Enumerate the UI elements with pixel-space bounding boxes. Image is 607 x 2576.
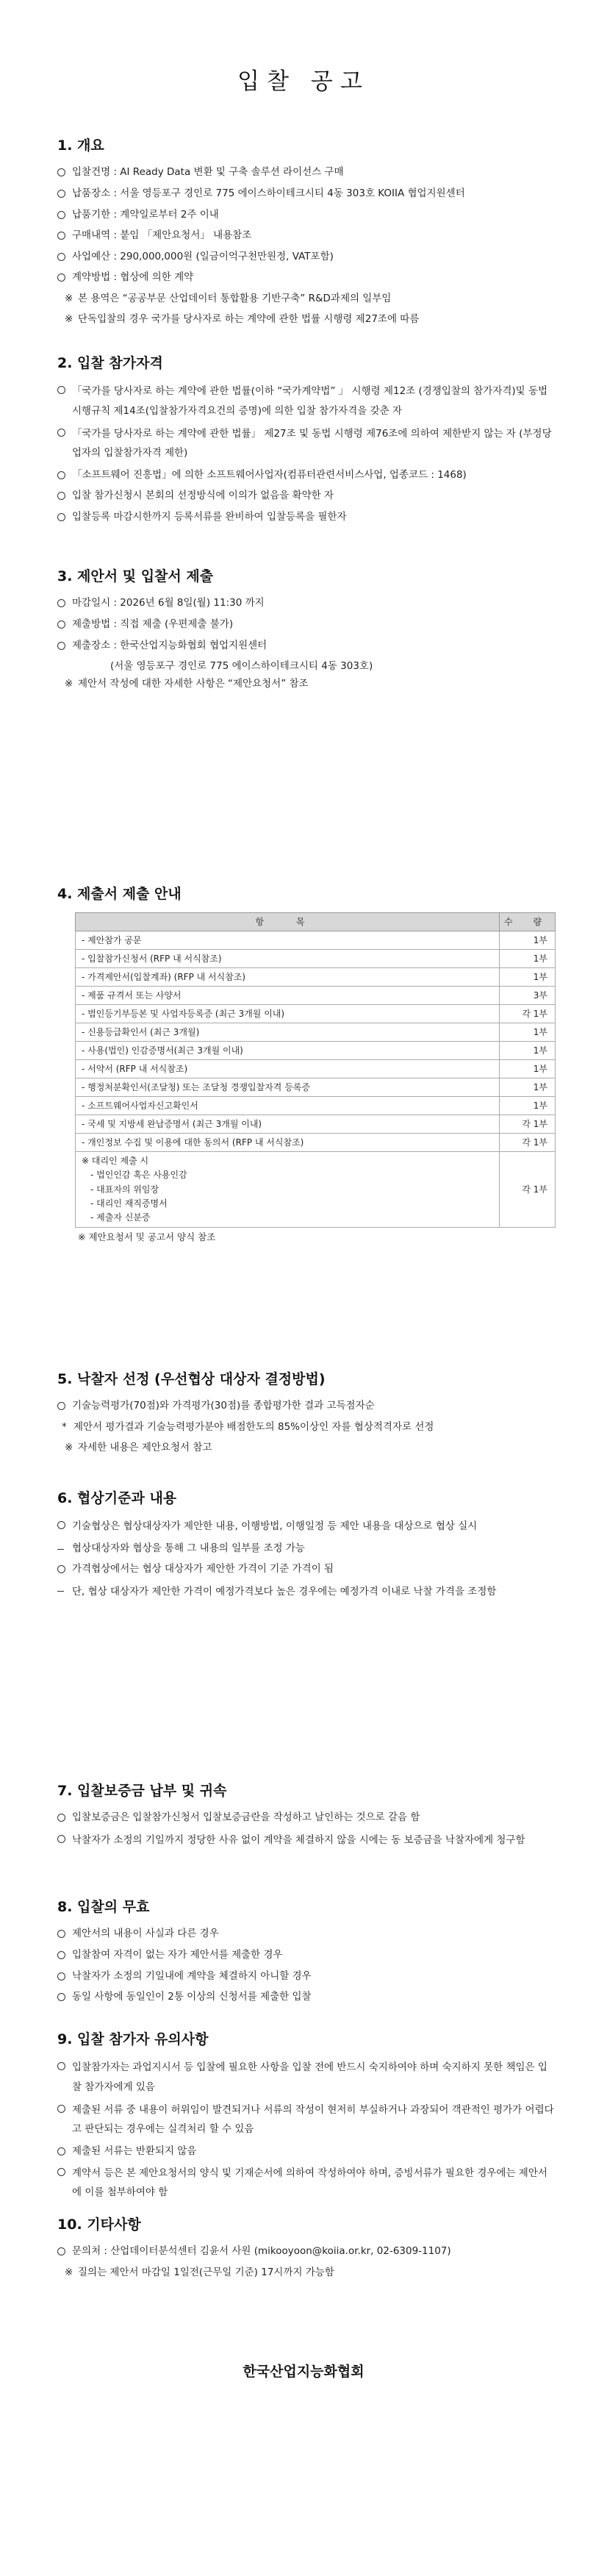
circle-bullet-icon [57, 429, 65, 437]
documents-table-body [76, 931, 556, 1152]
document-item-qty: 1부 [500, 1023, 556, 1042]
table-row [76, 931, 556, 950]
document-item-qty: 1부 [500, 1097, 556, 1115]
circle-bullet-icon [57, 1565, 65, 1573]
list-item: 구매내역 : 붙임 「제안요청서」 내용참조 [57, 227, 556, 245]
note: ※ 본 용역은 “공공부문 산업데이터 통합활용 기반구축” R&D과제의 일부임 [57, 290, 556, 308]
table-row [76, 1060, 556, 1078]
section-notice [57, 2028, 556, 2206]
column-header-qty: 수 량 [500, 913, 556, 931]
reference-mark-icon: ※ [65, 312, 73, 325]
proxy-cell [76, 1152, 500, 1228]
section-heading: 7. 입찰보증금 납부 및 귀속 [57, 1783, 227, 1799]
document-item-qty: 1부 [500, 950, 556, 968]
circle-bullet-icon [57, 2168, 65, 2176]
table-row [76, 1152, 556, 1228]
list-item: 제출장소 : 한국산업지능화협회 협업지원센터 [57, 637, 556, 655]
proxy-line: - 대표자의 위임장 [90, 1184, 159, 1195]
table-row [76, 1115, 556, 1134]
list-item: 기술능력평가(70점)와 가격평가(30점)를 종합평가한 결과 고득점자순 [57, 1398, 556, 1415]
document-item-qty: 1부 [500, 1078, 556, 1097]
circle-bullet-icon [57, 211, 65, 219]
list-item: 입찰건명 : AI Ready Data 변환 및 구축 솔루션 라이선스 구매 [57, 164, 556, 182]
documents-table [75, 912, 556, 1228]
circle-bullet-icon [57, 492, 65, 500]
section-heading: 2. 입찰 참가자격 [57, 355, 163, 371]
section-heading: 4. 제출서 제출 안내 [57, 886, 182, 902]
document-item-name: - 제안참가 공문 [76, 931, 500, 950]
list-item: 제출방법 : 직접 제출 (우편제출 불가) [57, 616, 556, 634]
note: * 제안서 평가결과 기술능력평가분야 배점한도의 85%이상인 자를 협상적격자로 선정 [57, 1419, 556, 1437]
circle-bullet-icon [57, 273, 65, 282]
reference-mark-icon: ※ [65, 293, 73, 304]
circle-bullet-icon [57, 471, 65, 479]
table-row [76, 1097, 556, 1115]
document-item-name: - 서약서 (RFP 내 서식참조) [76, 1060, 500, 1078]
section-heading: 5. 낙찰자 선정 (우선협상 대상자 결정방법) [57, 1371, 326, 1387]
page-title: 입찰 공고 [237, 68, 370, 95]
circle-bullet-icon [57, 1972, 65, 1981]
proxy-line: - 제출자 신분증 [90, 1212, 151, 1223]
list-item: 마감일시 : 2026년 6월 8일(월) 11:30 까지 [57, 595, 556, 612]
circle-bullet-icon [57, 1402, 65, 1410]
circle-bullet-icon [57, 190, 65, 198]
proxy-list [82, 1154, 493, 1225]
list-item: 입찰등록 마감시한까지 등록서류를 완비하여 입찰등록을 필한자 [57, 509, 556, 526]
circle-bullet-icon [57, 513, 65, 521]
list-item: 「국가를 당사자로 하는 계약에 관한 법률(이하 “국가계약법” 」 시행령 제12조 (경쟁입찰의 참가자격)및 동법 시행규칙 제14조(입찰참가자격요건의 증명)에 의한 입찰 참가자격을 갖춘 자 [57, 382, 556, 421]
document-item-qty: 1부 [500, 1060, 556, 1078]
section-other [57, 2213, 556, 2285]
table-row [76, 1134, 556, 1152]
list-item: 납품기한 : 계약일로부터 2주 이내 [57, 207, 556, 224]
circle-bullet-icon [57, 620, 65, 629]
section-heading: 3. 제안서 및 입찰서 제출 [57, 568, 214, 584]
table-row [76, 1005, 556, 1023]
document-item-qty: 각 1부 [500, 1005, 556, 1023]
table-header-row [76, 913, 556, 931]
section-documents [57, 882, 556, 1245]
document-item-qty: 각 1부 [500, 1134, 556, 1152]
list-item: 계약방법 : 협상에 의한 계약 [57, 269, 556, 287]
document-item-qty: 3부 [500, 987, 556, 1005]
dash-bullet-icon [57, 1549, 64, 1550]
document-item-name: - 소프트웨어사업자신고확인서 [76, 1097, 500, 1115]
list-item: 제출된 서류 중 내용이 허위임이 발견되거나 서류의 작성이 현저히 부실하거나 과장되어 객관적인 평가가 어렵다고 판단되는 경우에는 실격처리 할 수 있음 [57, 2100, 556, 2139]
list-item: 협상대상자와 협상을 통해 그 내용의 일부를 조정 가능 [57, 1540, 556, 1558]
section-heading: 1. 개요 [57, 137, 104, 154]
list-item: 납품장소 : 서울 영등포구 경인로 775 에이스하이테크시티 4동 303호 KOIIA 협업지원센터 [57, 185, 556, 203]
section-invalid [57, 1895, 556, 2010]
proxy-qty: 각 1부 [500, 1152, 556, 1228]
circle-bullet-icon [57, 1814, 65, 1822]
section-deposit [57, 1779, 556, 1853]
dash-bullet-icon [57, 1591, 64, 1592]
circle-bullet-icon [57, 2062, 65, 2070]
table-row [76, 968, 556, 987]
circle-bullet-icon [57, 2147, 65, 2155]
document-item-name: - 개인정보 수집 및 이용에 대한 동의서 (RFP 내 서식참조) [76, 1134, 500, 1152]
circle-bullet-icon [57, 232, 65, 240]
section-overview [57, 134, 556, 331]
section-negotiation [57, 1486, 556, 1605]
reference-mark-icon: ※ [65, 1441, 73, 1453]
reference-mark-icon: ※ [65, 2266, 73, 2278]
circle-bullet-icon [57, 253, 65, 261]
issuer-name: 한국산업지능화협회 [243, 2364, 364, 2380]
proxy-line: - 법인인감 혹은 사용인감 [90, 1170, 187, 1181]
circle-bullet-icon [57, 1951, 65, 1959]
list-item: 문의처 : 산업데이터분석센터 김윤서 사원 (mikooyoon@koiia.or.kr, 02-6309-1107) [57, 2243, 556, 2261]
circle-bullet-icon [57, 642, 65, 650]
table-row [76, 987, 556, 1005]
section-eligibility [57, 351, 556, 529]
proxy-line: - 대리인 재직증명서 [90, 1198, 168, 1209]
list-item: 동일 사항에 동일인이 2통 이상의 신청서를 제출한 입찰 [57, 1989, 556, 2006]
proxy-title: ※ 대리인 제출 시 [82, 1156, 149, 1167]
document-item-name: - 가격제안서(입찰계좌) (RFP 내 서식참조) [76, 968, 500, 987]
list-item: 입찰보증금은 입찰참가신청서 입찰보증금란을 작성하고 날인하는 것으로 갈음 함 [57, 1809, 556, 1827]
list-item: 가격협상에서는 협상 대상자가 제안한 가격이 기준 가격이 됨 [57, 1561, 556, 1578]
circle-bullet-icon [57, 386, 65, 394]
circle-bullet-icon [57, 2105, 65, 2113]
section-heading: 8. 입찰의 무효 [57, 1899, 150, 1915]
document-item-name: - 법인등기부등본 및 사업자등록증 (최근 3개월 이내) [76, 1005, 500, 1023]
section-heading: 10. 기타사항 [57, 2217, 141, 2233]
circle-bullet-icon [57, 1835, 65, 1843]
address-line: (서울 영등포구 경인로 775 에이스하이테크시티 4동 303호) [110, 660, 373, 673]
document-item-name: - 신용등급확인서 (최근 3개월) [76, 1023, 500, 1042]
circle-bullet-icon [57, 1521, 65, 1529]
list-item: 제출된 서류는 반환되지 않음 [57, 2143, 556, 2161]
list-item: 입찰참여 자격이 없는 자가 제안서를 제출한 경우 [57, 1947, 556, 1964]
note: ※ 질의는 제안서 마감일 1일전(근무일 기준) 17시까지 가능함 [57, 2264, 556, 2282]
asterisk-icon: * [62, 1420, 67, 1433]
documents-table-wrap [57, 912, 556, 1245]
list-item: 기술협상은 협상대상자가 제안한 내용, 이행방법, 이행일정 등 제안 내용을 대상으로 협상 실시 [57, 1517, 556, 1536]
list-item: 입찰 참가신청시 본회의 선정방식에 이의가 없음을 확약한 자 [57, 487, 556, 505]
note: ※ 단독입찰의 경우 국가를 당사자로 하는 계약에 관한 법률 시행령 제27조에 따름 [57, 311, 556, 329]
list-item: 「소프트웨어 진흥법」에 의한 소프트웨어사업자(컴퓨터관련서비스사업, 업종코드 : 1468) [57, 467, 556, 484]
list-item: 제안서의 내용이 사실과 다른 경우 [57, 1925, 556, 1943]
document-item-name: - 사용(법인) 인감증명서(최근 3개월 이내) [76, 1042, 500, 1060]
column-header-item: 항 목 [76, 913, 500, 931]
table-row [76, 1042, 556, 1060]
document-item-qty: 각 1부 [500, 1115, 556, 1134]
table-row [76, 1023, 556, 1042]
reference-mark-icon: ※ [65, 677, 73, 690]
table-row [76, 950, 556, 968]
section-submission [57, 565, 556, 695]
list-item: 입찰참가자는 과업지시서 등 입찰에 필요한 사항을 입찰 전에 반드시 숙지하여야 하며 숙지하지 못한 책임은 입찰 참가자에게 있음 [57, 2058, 556, 2097]
list-item: 낙찰자가 소정의 기일까지 정당한 사유 없이 계약을 체결하지 않을 시에는 동 보증금을 낙찰자에게 청구함 [57, 1831, 556, 1850]
circle-bullet-icon [57, 1930, 65, 1938]
circle-bullet-icon [57, 168, 65, 176]
section-heading: 6. 협상기준과 내용 [57, 1490, 177, 1506]
circle-bullet-icon [57, 599, 65, 607]
circle-bullet-icon [57, 1993, 65, 2001]
document-item-name: - 국세 및 지방세 완납증명서 (최근 3개월 이내) [76, 1115, 500, 1134]
circle-bullet-icon [57, 2247, 65, 2255]
note: ※ 제안서 작성에 대한 자세한 사항은 “제안요청서” 참조 [57, 676, 556, 693]
list-item: 단, 협상 대상자가 제안한 가격이 예정가격보다 높은 경우에는 예정가격 이내로 낙찰 가격을 조정함 [57, 1582, 556, 1601]
document-item-qty: 1부 [500, 968, 556, 987]
list-item: 「국가를 당사자로 하는 계약에 관한 법률」 제27조 및 동법 시행령 제76조에 의하여 제한받지 않는 자 (부정당업자의 입찰참가자격 제한) [57, 424, 556, 463]
document-item-name: - 제품 규격서 또는 사양서 [76, 987, 500, 1005]
document-item-name: - 입찰참가신청서 (RFP 내 서식참조) [76, 950, 500, 968]
section-heading: 9. 입찰 참가자 유의사항 [57, 2031, 209, 2047]
section-selection [57, 1367, 556, 1459]
document-item-qty: 1부 [500, 1042, 556, 1060]
list-item: 계약서 등은 본 제안요청서의 양식 및 기재순서에 의하여 작성하여야 하며, 증빙서류가 필요한 경우에는 제안서에 이를 첨부하여야 함 [57, 2164, 556, 2203]
document-item-name: - 행정처분확인서(조달청) 또는 조달청 경쟁입찰자격 등록증 [76, 1078, 500, 1097]
list-item: 사업예산 : 290,000,000원 (일금이억구천만원정, VAT포함) [57, 248, 556, 266]
document-item-qty: 1부 [500, 931, 556, 950]
note: ※ 자세한 내용은 제안요청서 참고 [57, 1439, 556, 1457]
table-row [76, 1078, 556, 1097]
table-note: ※ 제안요청서 및 공고서 양식 참조 [78, 1231, 216, 1243]
list-item: 낙찰자가 소정의 기일내에 계약을 체결하지 아니할 경우 [57, 1968, 556, 1986]
